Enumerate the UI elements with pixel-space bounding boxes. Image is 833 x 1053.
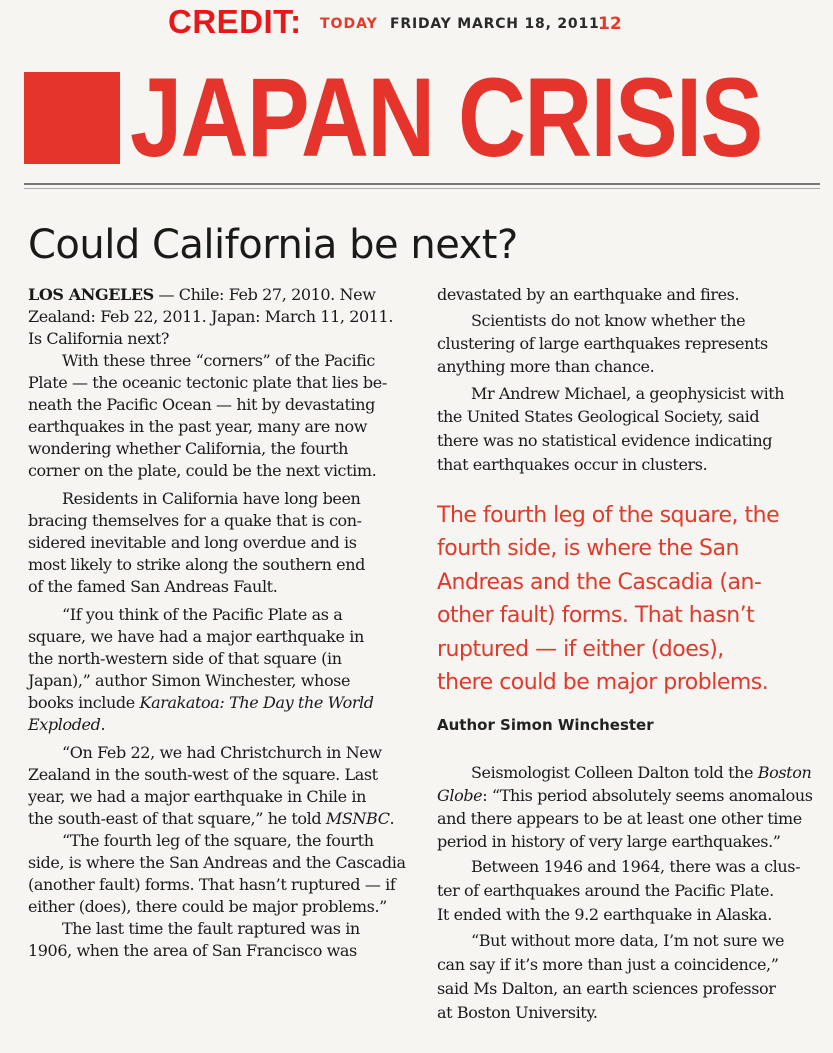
page-number: 12 bbox=[598, 14, 622, 34]
article-line bbox=[28, 284, 401, 306]
article-line: The last time the fault raptured was in bbox=[62, 919, 360, 938]
article-line: With these three “corners” of the Pacific bbox=[62, 351, 375, 370]
article-line: Plate — the oceanic tectonic plate that lies be- bbox=[28, 373, 387, 392]
dateline-city: LOS ANGELES bbox=[28, 285, 154, 304]
article-line: side, is where the San Andreas and the Cascadia bbox=[28, 853, 406, 872]
article-line: square, we have had a major earthquake in bbox=[28, 627, 364, 646]
section-divider-thin bbox=[24, 188, 820, 189]
article-line: Scientists do not know whether the bbox=[471, 311, 746, 330]
section-marker-square bbox=[24, 72, 120, 164]
book-title-cont: Exploded bbox=[28, 715, 101, 734]
pull-quote-line: there could be major problems. bbox=[437, 670, 769, 695]
line-text: . bbox=[100, 715, 106, 734]
article-line bbox=[437, 785, 812, 807]
source-name-cont: Globe bbox=[437, 786, 483, 805]
article-line: 1906, when the area of San Francisco was bbox=[28, 941, 357, 960]
pull-quote-line: ruptured — if either (does), bbox=[437, 637, 724, 662]
article-line: either (does), there could be major problems.” bbox=[28, 897, 387, 916]
pull-quote-attribution: Author Simon Winchester bbox=[437, 716, 654, 734]
article-line: Between 1946 and 1964, there was a clus- bbox=[471, 857, 801, 876]
line-text: books include bbox=[28, 693, 140, 712]
article-line: can say if it’s more than just a coincidence,” bbox=[437, 955, 779, 974]
article-line: “On Feb 22, we had Christchurch in New bbox=[62, 743, 382, 762]
article-line: “If you think of the Pacific Plate as a bbox=[62, 605, 343, 624]
pull-quote-line: The fourth leg of the square, the bbox=[437, 503, 780, 528]
article-line: Residents in California have long been bbox=[62, 489, 361, 508]
article-line: ter of earthquakes around the Pacific Plate. bbox=[437, 881, 774, 900]
article-line bbox=[28, 692, 401, 714]
article-line: most likely to strike along the southern end bbox=[28, 555, 365, 574]
publication-date: FRIDAY MARCH 18, 2011 bbox=[390, 16, 600, 32]
pull-quote-line: other fault) forms. That hasn’t bbox=[437, 603, 755, 628]
article-line: clustering of large earthquakes represents bbox=[437, 334, 768, 353]
article-line: devastated by an earthquake and fires. bbox=[437, 285, 740, 304]
article-line: “The fourth leg of the square, the fourth bbox=[62, 831, 374, 850]
book-title: Karakatoa: The Day the World bbox=[139, 693, 374, 712]
article-line: earthquakes in the past year, many are now bbox=[28, 417, 368, 436]
article-line: the north-western side of that square (in bbox=[28, 649, 342, 668]
article-line: neath the Pacific Ocean — hit by devastating bbox=[28, 395, 376, 414]
article-line: sidered inevitable and long overdue and is bbox=[28, 533, 357, 552]
article-line: “But without more data, I’m not sure we bbox=[471, 931, 785, 950]
article-line: bracing themselves for a quake that is con- bbox=[28, 511, 362, 530]
line-text: — Chile: Feb 27, 2010. New bbox=[153, 285, 376, 304]
section-divider bbox=[24, 183, 820, 185]
article-line: and there appears to be at least one other time bbox=[437, 809, 802, 828]
article-line bbox=[28, 714, 401, 736]
article-line: anything more than chance. bbox=[437, 357, 655, 376]
article-line bbox=[28, 808, 401, 830]
article-line bbox=[437, 762, 833, 784]
article-line: said Ms Dalton, an earth sciences professor bbox=[437, 979, 776, 998]
article-line: period in history of very large earthquakes.” bbox=[437, 832, 781, 851]
line-text: : “This period absolutely seems anomalous bbox=[482, 786, 813, 805]
article-line: It ended with the 9.2 earthquake in Alaska. bbox=[437, 905, 772, 924]
article-line: that earthquakes occur in clusters. bbox=[437, 455, 708, 474]
newspaper-name: TODAY bbox=[320, 16, 378, 32]
article-headline: Could California be next? bbox=[28, 222, 518, 268]
article-line: wondering whether California, the fourth bbox=[28, 439, 349, 458]
credit-label: CREDIT: bbox=[168, 3, 302, 40]
article-line: Zealand: Feb 22, 2011. Japan: March 11, 2011. bbox=[28, 307, 394, 326]
line-text: the south-east of that square,” he told bbox=[28, 809, 326, 828]
line-text: Seismologist Colleen Dalton told the bbox=[471, 763, 758, 782]
article-line: the United States Geological Society, said bbox=[437, 407, 760, 426]
article-line: corner on the plate, could be the next victim. bbox=[28, 461, 377, 480]
pull-quote-line: Andreas and the Cascadia (an- bbox=[437, 570, 762, 595]
article-line: Mr Andrew Michael, a geophysicist with bbox=[471, 384, 785, 403]
pull-quote-line: fourth side, is where the San bbox=[437, 536, 739, 561]
article-line: Is California next? bbox=[28, 329, 170, 348]
source-name: MSNBC bbox=[325, 809, 390, 828]
source-name: Boston bbox=[757, 763, 812, 782]
section-title: JAPAN CRISIS bbox=[130, 55, 762, 180]
article-line: of the famed San Andreas Fault. bbox=[28, 577, 278, 596]
article-line: year, we had a major earthquake in Chile in bbox=[28, 787, 366, 806]
article-line: Zealand in the south-west of the square. Last bbox=[28, 765, 378, 784]
line-text: . bbox=[389, 809, 395, 828]
article-line: there was no statistical evidence indicating bbox=[437, 431, 773, 450]
article-line: at Boston University. bbox=[437, 1003, 598, 1022]
article-line: (another fault) forms. That hasn’t ruptured — if bbox=[28, 875, 396, 894]
article-line: Japan),” author Simon Winchester, whose bbox=[28, 671, 351, 690]
